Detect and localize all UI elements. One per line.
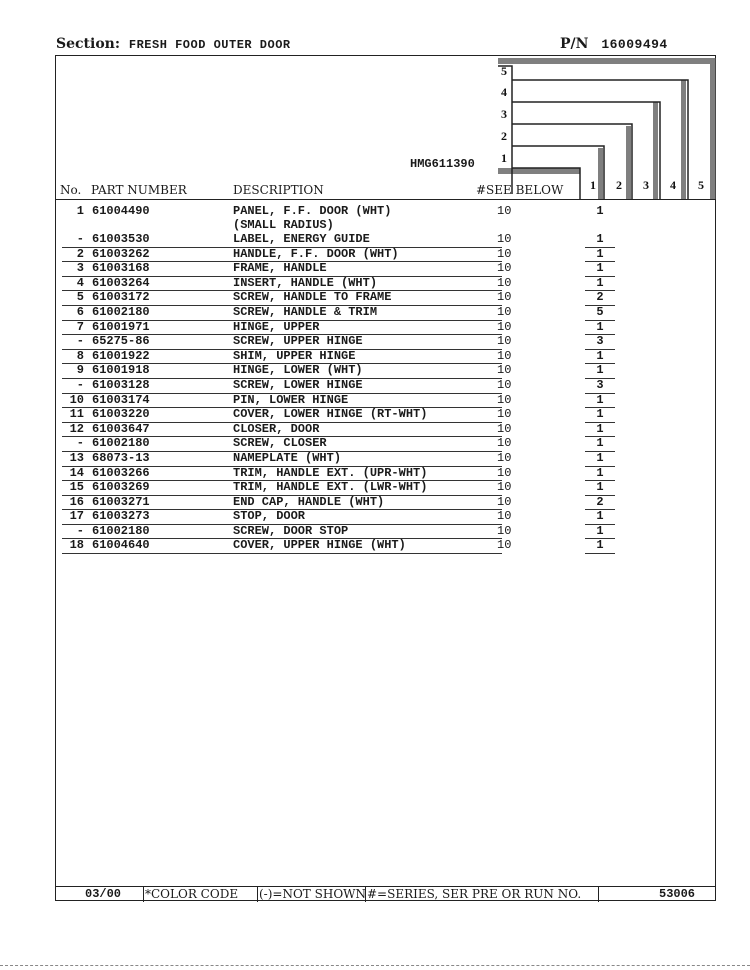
part-description: STOP, DOOR	[233, 509, 306, 524]
part-quantity: 1	[596, 480, 604, 495]
part-quantity: 1	[596, 275, 604, 290]
series-bottom-3: 3	[643, 178, 649, 192]
part-no: 14	[69, 465, 84, 480]
footer-not-shown: (-)=NOT SHOWN	[259, 887, 366, 901]
part-series: 10	[497, 290, 512, 305]
part-number: 68073-13	[92, 450, 150, 465]
part-row	[0, 466, 750, 481]
part-description: CLOSER, DOOR	[233, 421, 320, 436]
part-number: 61002180	[92, 523, 150, 538]
part-series: 10	[497, 407, 512, 422]
col-no: No.	[60, 183, 82, 197]
part-quantity: 5	[596, 304, 604, 319]
part-series: 10	[497, 392, 512, 407]
part-series: 10	[497, 480, 512, 495]
part-number: 61003168	[92, 261, 150, 276]
part-quantity: 1	[596, 421, 604, 436]
part-quantity: 1	[596, 436, 604, 451]
part-number: 61001971	[92, 319, 150, 334]
part-row	[0, 305, 750, 320]
part-quantity: 1	[596, 261, 604, 276]
part-series: 10	[497, 450, 512, 465]
part-series: 10	[497, 275, 512, 290]
series-bottom-1: 1	[590, 178, 596, 192]
part-no: -	[76, 436, 84, 451]
part-no: -	[76, 334, 84, 349]
series-left-4: 4	[501, 85, 507, 99]
part-no: 11	[69, 407, 84, 422]
part-row	[0, 349, 750, 364]
part-row	[0, 393, 750, 408]
part-series: 10	[497, 465, 512, 480]
part-description: PANEL, F.F. DOOR (WHT)	[233, 204, 392, 218]
col-description: DESCRIPTION	[233, 183, 324, 197]
part-row	[0, 407, 750, 422]
part-series: 10	[497, 538, 512, 553]
part-no: 6	[76, 304, 84, 319]
part-quantity: 2	[596, 494, 604, 509]
part-no: 7	[76, 319, 84, 334]
header-rule	[55, 199, 716, 200]
part-row	[0, 276, 750, 291]
part-no: 15	[69, 480, 84, 495]
part-number: 61003264	[92, 275, 150, 290]
series-left-1: 1	[501, 151, 507, 165]
part-series: 10	[497, 436, 512, 451]
footer-sep	[143, 886, 144, 902]
part-row	[0, 204, 750, 232]
part-no: 2	[76, 246, 84, 261]
part-description: COVER, UPPER HINGE (WHT)	[233, 538, 406, 553]
part-row	[0, 451, 750, 466]
part-row	[0, 436, 750, 451]
part-quantity: 2	[596, 290, 604, 305]
part-no: 18	[69, 538, 84, 553]
row-underline	[62, 553, 502, 554]
series-bottom-5: 5	[698, 178, 704, 192]
part-description: COVER, LOWER HINGE (RT-WHT)	[233, 407, 428, 422]
footer	[55, 886, 716, 902]
part-description: INSERT, HANDLE (WHT)	[233, 275, 378, 290]
part-row	[0, 509, 750, 524]
part-description: FRAME, HANDLE	[233, 261, 327, 276]
section-heading	[56, 36, 291, 52]
part-description: SCREW, LOWER HINGE	[233, 377, 363, 392]
part-row	[0, 378, 750, 393]
part-row	[0, 290, 750, 305]
col-series: #SEE BELOW	[476, 183, 564, 197]
part-description: TRIM, HANDLE EXT. (LWR-WHT)	[233, 480, 428, 495]
part-quantity: 1	[596, 319, 604, 334]
part-quantity: 1	[596, 232, 604, 246]
part-series: 10	[497, 304, 512, 319]
part-row	[0, 320, 750, 335]
part-series: 10	[497, 334, 512, 349]
part-no: 16	[69, 494, 84, 509]
model-number: HMG611390	[410, 157, 475, 171]
footer-sep	[598, 886, 599, 902]
part-quantity: 1	[596, 407, 604, 422]
part-no: 12	[69, 421, 84, 436]
footer-color-code: *COLOR CODE	[145, 887, 239, 901]
part-quantity: 1	[596, 509, 604, 524]
part-no: -	[76, 523, 84, 538]
series-index-graphic	[498, 58, 716, 200]
part-no: 10	[69, 392, 84, 407]
part-series: 10	[497, 204, 512, 218]
part-no: 17	[69, 509, 84, 524]
part-description: TRIM, HANDLE EXT. (UPR-WHT)	[233, 465, 428, 480]
part-series: 10	[497, 509, 512, 524]
part-number: 61004640	[92, 538, 150, 553]
part-number: 61003273	[92, 509, 150, 524]
part-description-cont: (SMALL RADIUS)	[233, 218, 334, 232]
part-series: 10	[497, 348, 512, 363]
footer-series-note: #=SERIES, SER PRE OR RUN NO.	[367, 887, 582, 901]
part-quantity: 1	[596, 465, 604, 480]
part-quantity: 1	[596, 348, 604, 363]
part-description: NAMEPLATE (WHT)	[233, 450, 342, 465]
part-no: 13	[69, 450, 84, 465]
part-series: 10	[497, 261, 512, 276]
part-description: SCREW, DOOR STOP	[233, 523, 349, 538]
part-quantity: 1	[596, 523, 604, 538]
footer-sep	[365, 886, 366, 902]
part-quantity: 1	[596, 246, 604, 261]
part-description: LABEL, ENERGY GUIDE	[233, 232, 370, 246]
part-series: 10	[497, 246, 512, 261]
part-row	[0, 538, 750, 553]
part-no: 1	[76, 204, 84, 218]
part-number: 61003266	[92, 465, 150, 480]
part-row	[0, 334, 750, 349]
part-number: 61003172	[92, 290, 150, 305]
part-row	[0, 422, 750, 437]
part-description: SCREW, HANDLE & TRIM	[233, 304, 378, 319]
part-number: 61003647	[92, 421, 150, 436]
scan-edge	[0, 965, 750, 966]
section-value: FRESH FOOD OUTER DOOR	[128, 38, 291, 52]
part-number: 61002180	[92, 304, 150, 319]
part-row	[0, 247, 750, 262]
part-quantity: 3	[596, 334, 604, 349]
pn-label: P/N	[560, 36, 589, 52]
part-description: END CAP, HANDLE (WHT)	[233, 494, 385, 509]
part-row	[0, 232, 750, 247]
part-number: 61002180	[92, 436, 150, 451]
part-row	[0, 480, 750, 495]
series-left-3: 3	[501, 107, 507, 121]
part-no: 9	[76, 363, 84, 378]
part-number: 61003174	[92, 392, 150, 407]
part-description: HINGE, LOWER (WHT)	[233, 363, 363, 378]
part-quantity: 1	[596, 204, 604, 218]
part-row	[0, 261, 750, 276]
part-no: 5	[76, 290, 84, 305]
part-row	[0, 524, 750, 539]
section-label: Section:	[56, 36, 121, 52]
part-quantity: 1	[596, 538, 604, 553]
part-no: -	[76, 232, 84, 246]
part-no: -	[76, 377, 84, 392]
part-description: SCREW, CLOSER	[233, 436, 327, 451]
part-number: 61003530	[92, 232, 150, 246]
pn-value: 16009494	[601, 37, 668, 52]
footer-sep	[257, 886, 258, 902]
series-bottom-2: 2	[616, 178, 622, 192]
parts-table	[0, 204, 750, 553]
part-description: PIN, LOWER HINGE	[233, 392, 349, 407]
part-number: 61003271	[92, 494, 150, 509]
footer-page-number: 53006	[659, 887, 696, 901]
footer-date: 03/00	[85, 887, 122, 901]
part-number: 65275-86	[92, 334, 150, 349]
part-number: 61001918	[92, 363, 150, 378]
part-number: 61003262	[92, 246, 150, 261]
series-left-5: 5	[501, 64, 507, 78]
part-series: 10	[497, 421, 512, 436]
part-series: 10	[497, 319, 512, 334]
part-number: 61003128	[92, 377, 150, 392]
series-bottom-4: 4	[670, 178, 676, 192]
part-number: 61001922	[92, 348, 150, 363]
part-description: HINGE, UPPER	[233, 319, 320, 334]
part-no: 3	[76, 261, 84, 276]
series-left-2: 2	[501, 129, 507, 143]
part-no: 8	[76, 348, 84, 363]
part-quantity: 1	[596, 392, 604, 407]
part-quantity: 3	[596, 377, 604, 392]
part-quantity: 1	[596, 363, 604, 378]
part-row	[0, 495, 750, 510]
qty-underline	[585, 553, 615, 554]
pn-heading	[560, 36, 668, 52]
part-series: 10	[497, 232, 512, 246]
part-no: 4	[76, 275, 84, 290]
part-series: 10	[497, 363, 512, 378]
part-series: 10	[497, 494, 512, 509]
part-series: 10	[497, 523, 512, 538]
part-description: SCREW, UPPER HINGE	[233, 334, 363, 349]
part-row	[0, 363, 750, 378]
part-number: 61003220	[92, 407, 150, 422]
part-number: 61004490	[92, 204, 150, 218]
part-description: SCREW, HANDLE TO FRAME	[233, 290, 392, 305]
part-number: 61003269	[92, 480, 150, 495]
col-part-number: PART NUMBER	[91, 183, 187, 197]
part-description: HANDLE, F.F. DOOR (WHT)	[233, 246, 399, 261]
part-series: 10	[497, 377, 512, 392]
part-description: SHIM, UPPER HINGE	[233, 348, 356, 363]
part-quantity: 1	[596, 450, 604, 465]
